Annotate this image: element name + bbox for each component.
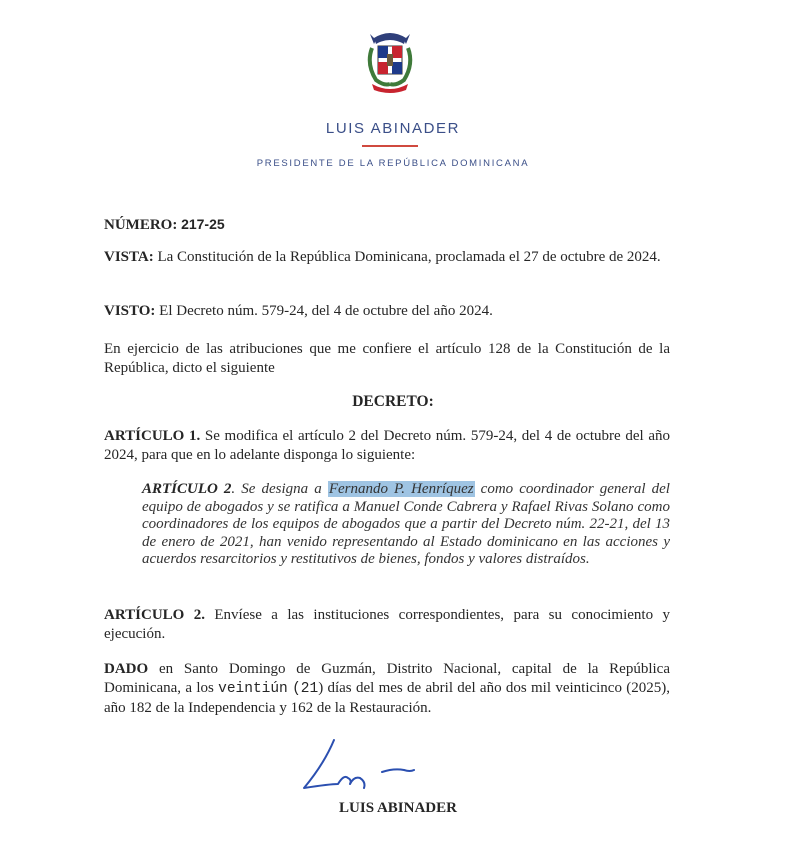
decree-number-label: NÚMERO: xyxy=(104,217,178,233)
dado-paragraph xyxy=(104,660,670,718)
header-title: PRESIDENTE DE LA REPÚBLICA DOMINICANA xyxy=(256,158,530,169)
decree-number-value: 217-25 xyxy=(181,216,225,232)
vista-label: VISTA: xyxy=(104,249,154,265)
articulo-1-paragraph xyxy=(104,427,670,465)
decree-number xyxy=(104,216,225,234)
preamble-paragraph: En ejercicio de las atribuciones que me confiere el artículo 128 de la Constitución de la República, dicto el siguiente xyxy=(104,341,670,376)
visto-label: VISTO: xyxy=(104,303,156,319)
articulo-2-text: Envíese a las instituciones correspondientes, para su conocimiento y ejecución. xyxy=(104,607,670,642)
header-name: LUIS ABINADER xyxy=(325,120,461,137)
dado-label: DADO xyxy=(104,661,149,677)
vista-text: La Constitución de la República Dominicana, proclamada el 27 de octubre de 2024. xyxy=(153,249,661,265)
signer-name: LUIS ABINADER xyxy=(339,800,457,816)
highlighted-name: Fernando P. Henríquez xyxy=(328,481,474,497)
visto-text: El Decreto núm. 579-24, del 4 de octubre del año 2024. xyxy=(155,303,493,319)
quoted-article-text-after: como coordinador general del equipo de abogados y se ratifica a Manuel Conde Cabrera y Rafael Rivas Solano como coordinadores de los equipos de abogados que a partir del Decreto núm. 22-21, del 13 de enero de 2021, han venido representando al Estado dominicano en las acciones y acuerdos resarcitorios y restitutivos de bienes, fondos y valores distraídos. xyxy=(142,481,670,568)
dado-text-before: en Santo Domingo de Guzmán, Distrito Nacional, capital de la República Dominicana, a los xyxy=(104,661,670,696)
decreto-heading: DECRETO: xyxy=(352,393,434,410)
visto-paragraph xyxy=(104,302,670,321)
day-in-words: veintiún xyxy=(218,681,288,697)
articulo-1-label: ARTÍCULO 1. xyxy=(104,428,201,444)
dado-text-after: ) días del mes de abril del año dos mil veinticinco (2025), año 182 de la Independencia y 162 de la Restauración. xyxy=(104,680,671,716)
day-number: (21 xyxy=(292,681,319,697)
articulo-1-text: Se modifica el artículo 2 del Decreto núm. 579-24, del 4 de octubre del año 2024, para que en lo adelante disponga lo siguiente: xyxy=(104,428,670,463)
articulo-2-paragraph xyxy=(104,606,670,644)
quoted-article-text-before: . Se designa a xyxy=(231,481,328,497)
articulo-2-label: ARTÍCULO 2. xyxy=(104,607,205,623)
vista-paragraph xyxy=(104,248,670,267)
handwritten-signature xyxy=(290,734,430,798)
quoted-article-label: ARTÍCULO 2 xyxy=(142,481,232,497)
header-divider xyxy=(362,145,418,147)
coat-of-arms-icon xyxy=(362,30,418,94)
quoted-article-paragraph xyxy=(142,481,670,569)
